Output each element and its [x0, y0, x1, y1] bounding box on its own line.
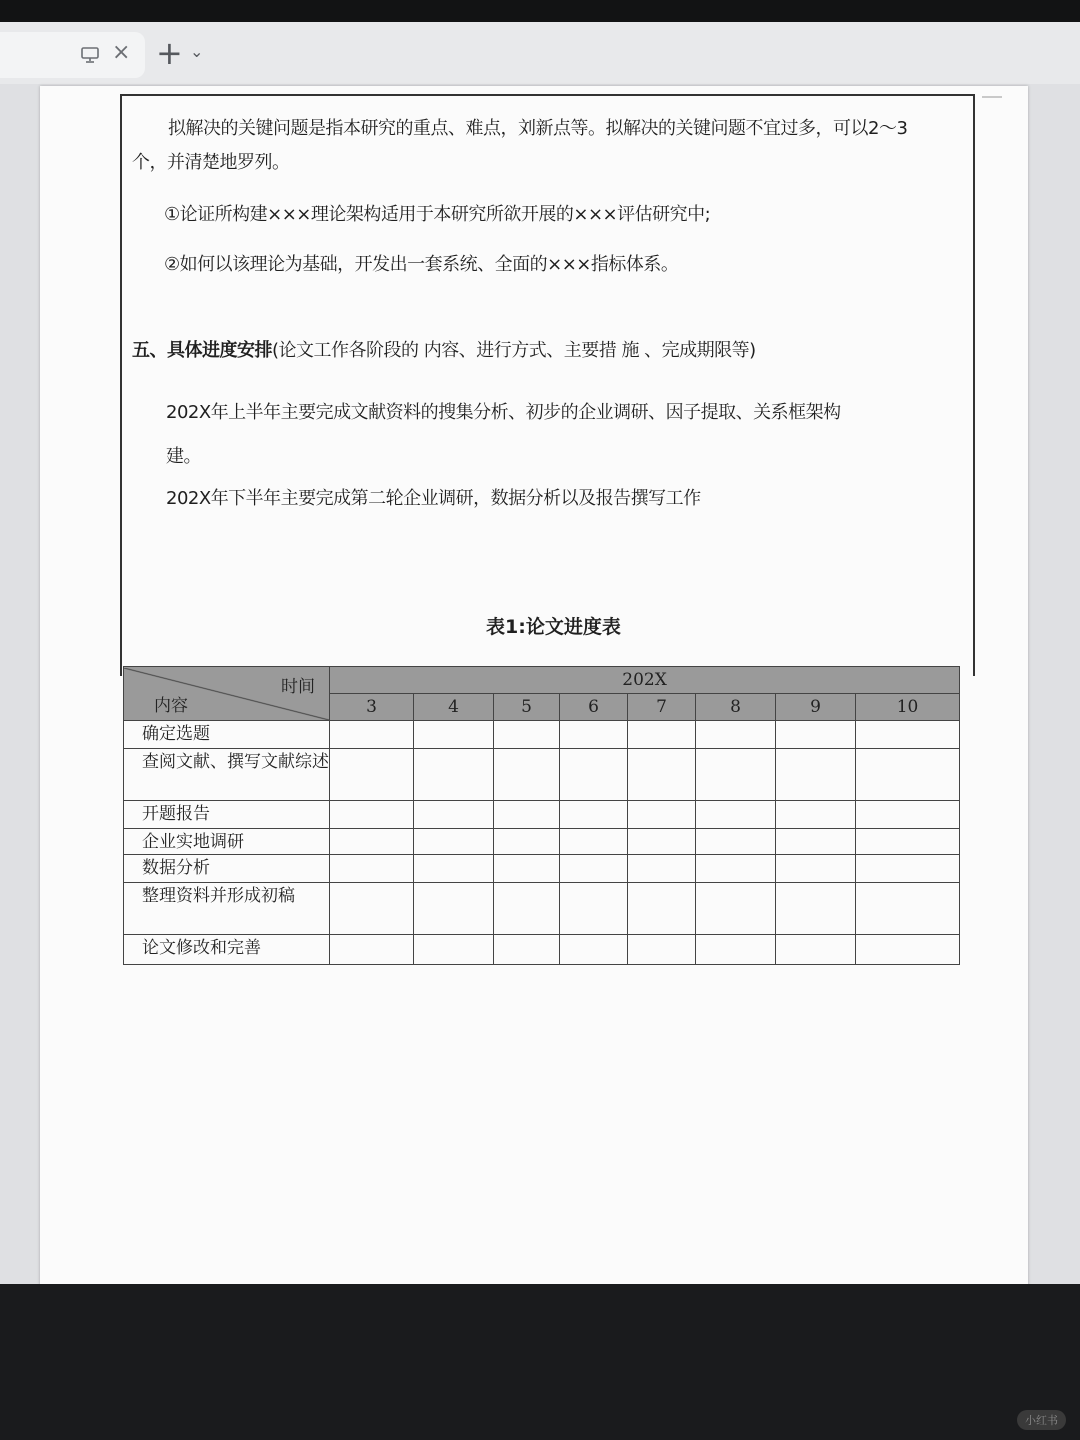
close-icon[interactable]: ×	[112, 40, 131, 65]
screen-bezel-top	[0, 0, 1080, 22]
month-header: 10	[856, 694, 960, 721]
schedule-cell	[494, 801, 560, 829]
key-issue-2: ②如何以该理论为基础，开发出一套系统、全面的×××指标体系。	[164, 254, 679, 275]
browser-tab-bar	[0, 22, 1080, 84]
section-5-heading	[132, 336, 756, 362]
schedule-cell	[696, 801, 776, 829]
browser-tab[interactable]	[0, 32, 145, 78]
schedule-cell	[856, 935, 960, 965]
table-row	[124, 829, 960, 855]
schedule-cell	[776, 749, 856, 801]
schedule-cell	[414, 883, 494, 935]
schedule-cell	[628, 883, 696, 935]
schedule-cell	[494, 829, 560, 855]
schedule-cell	[330, 749, 414, 801]
schedule-cell	[494, 883, 560, 935]
monitor-icon	[80, 46, 100, 64]
schedule-cell	[494, 721, 560, 749]
schedule-cell	[414, 801, 494, 829]
schedule-cell	[330, 801, 414, 829]
header-time: 时间	[281, 676, 315, 697]
schedule-cell	[856, 855, 960, 883]
chevron-down-icon[interactable]: ⌄	[190, 42, 204, 61]
schedule-cell	[494, 749, 560, 801]
row-label: 开题报告	[124, 801, 330, 829]
header-corner-cell	[124, 667, 330, 721]
row-label: 企业实地调研	[124, 829, 330, 855]
schedule-cell	[696, 855, 776, 883]
schedule-cell	[330, 829, 414, 855]
schedule-cell	[628, 749, 696, 801]
schedule-cell	[628, 935, 696, 965]
table-row	[124, 935, 960, 965]
schedule-cell	[330, 721, 414, 749]
schedule-cell	[560, 829, 628, 855]
schedule-cell	[776, 721, 856, 749]
schedule-cell	[856, 829, 960, 855]
schedule-table	[123, 666, 960, 965]
row-label: 查阅文献、撰写文献综述	[124, 749, 330, 801]
row-label: 确定选题	[124, 721, 330, 749]
schedule-cell	[560, 935, 628, 965]
section-5-title: 五、具体进度安排	[132, 340, 272, 361]
schedule-cell	[494, 935, 560, 965]
month-header: 7	[628, 694, 696, 721]
schedule-cell	[414, 855, 494, 883]
new-tab-button[interactable]: +	[156, 34, 183, 72]
plan-line-1: 202X年上半年主要完成文献资料的搜集分析、初步的企业调研、因子提取、关系框架构	[166, 402, 841, 423]
page-corner-mark	[982, 96, 1002, 98]
schedule-cell	[696, 935, 776, 965]
row-label: 论文修改和完善	[124, 935, 330, 965]
para-intro-line-2: 个，并清楚地罗列。	[132, 152, 290, 173]
month-header: 8	[696, 694, 776, 721]
row-label: 整理资料并形成初稿	[124, 883, 330, 935]
schedule-cell	[856, 883, 960, 935]
table-row	[124, 855, 960, 883]
schedule-cell	[696, 721, 776, 749]
para-intro-line-1: 拟解决的关键问题是指本研究的重点、难点，刘新点等。拟解决的关键问题不宜过多，可以2～3	[168, 118, 908, 139]
schedule-cell	[776, 855, 856, 883]
schedule-cell	[414, 749, 494, 801]
section-5-note: (论文工作各阶段的 内容、进行方式、主要措 施 、完成期限等)	[272, 340, 756, 361]
schedule-cell	[560, 855, 628, 883]
schedule-cell	[560, 883, 628, 935]
schedule-cell	[696, 883, 776, 935]
schedule-cell	[414, 721, 494, 749]
screen-bezel-bottom	[0, 1284, 1080, 1440]
schedule-cell	[494, 855, 560, 883]
table-row	[124, 749, 960, 801]
schedule-cell	[776, 883, 856, 935]
content-frame	[120, 94, 975, 676]
schedule-cell	[560, 721, 628, 749]
schedule-cell	[776, 935, 856, 965]
schedule-cell	[776, 829, 856, 855]
month-header: 9	[776, 694, 856, 721]
schedule-cell	[330, 855, 414, 883]
month-header: 6	[560, 694, 628, 721]
schedule-cell	[628, 721, 696, 749]
table-row	[124, 801, 960, 829]
schedule-cell	[628, 855, 696, 883]
plan-line-1-cont: 建。	[166, 446, 201, 467]
schedule-cell	[628, 801, 696, 829]
month-header: 5	[494, 694, 560, 721]
month-header: 3	[330, 694, 414, 721]
schedule-cell	[330, 935, 414, 965]
schedule-cell	[414, 829, 494, 855]
schedule-cell	[560, 801, 628, 829]
schedule-cell	[414, 935, 494, 965]
table-row	[124, 883, 960, 935]
plan-line-2: 202X年下半年主要完成第二轮企业调研，数据分析以及报告撰写工作	[166, 488, 701, 509]
table-row	[124, 721, 960, 749]
schedule-cell	[330, 883, 414, 935]
month-header: 4	[414, 694, 494, 721]
schedule-cell	[560, 749, 628, 801]
schedule-cell	[776, 801, 856, 829]
header-content: 内容	[154, 695, 188, 716]
schedule-cell	[696, 749, 776, 801]
table-title: 表1:论文进度表	[486, 616, 621, 638]
watermark: 小红书	[1017, 1410, 1066, 1430]
schedule-cell	[856, 721, 960, 749]
key-issue-1: ①论证所构建×××理论架构适用于本研究所欲开展的×××评估研究中;	[164, 204, 711, 225]
schedule-cell	[856, 749, 960, 801]
schedule-cell	[628, 829, 696, 855]
schedule-cell	[696, 829, 776, 855]
row-label: 数据分析	[124, 855, 330, 883]
schedule-cell	[856, 801, 960, 829]
header-year: 202X	[330, 667, 960, 694]
